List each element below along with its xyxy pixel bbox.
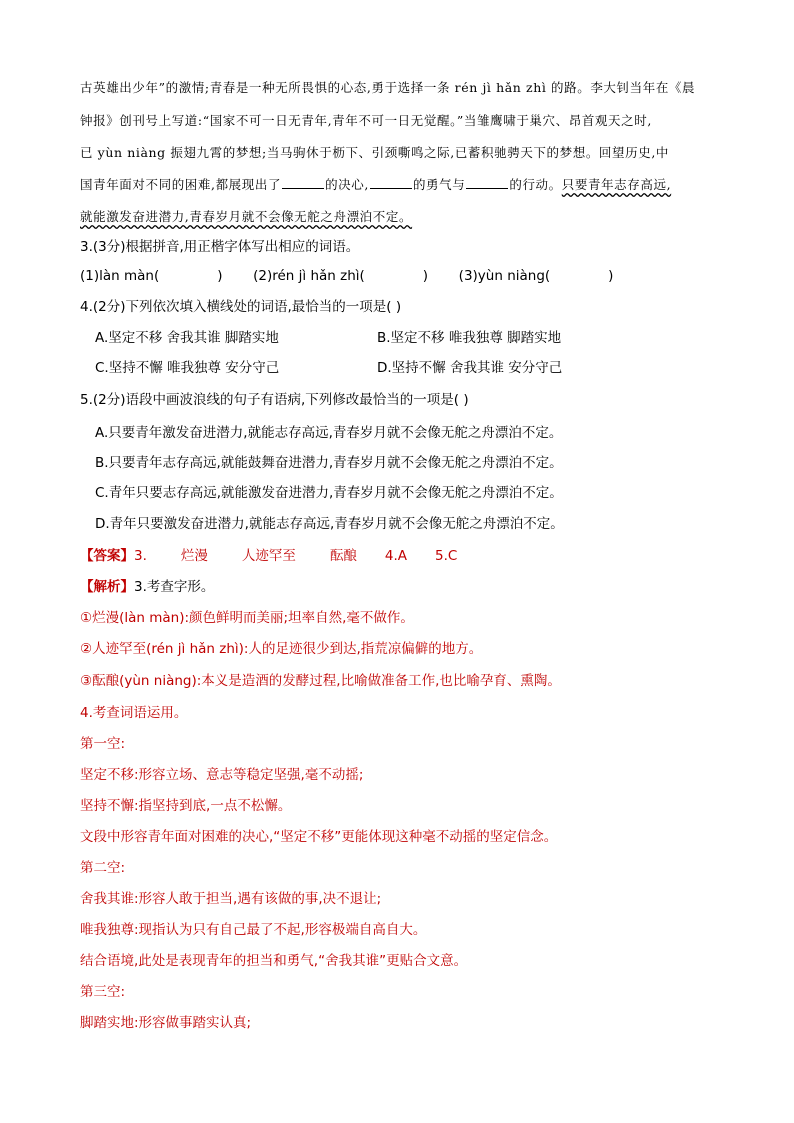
passage-text: 的决心,: [325, 177, 369, 192]
answer-item: 烂漫: [180, 548, 208, 564]
answer-item: 人迹罕至: [241, 548, 296, 564]
wavy-sentence-part-2: 就能激发奋进潜力,青春岁月就不会像无舵之舟漂泊不定。: [80, 209, 413, 224]
question-5-stem: 5.(2分)语段中画波浪线的句子有语病,下列修改最恰当的一项是( ): [80, 392, 469, 408]
passage-line-5: [80, 207, 412, 227]
q4-option-c: C.坚持不懈 唯我独尊 安分守己: [95, 360, 280, 376]
blank-2: [370, 176, 412, 189]
q3-item-2: (2)rén jì hǎn zhì(: [253, 268, 365, 284]
close-paren: ): [422, 268, 429, 284]
passage-text: 的行动。: [509, 177, 562, 192]
passage-line-3: 已 yùn niàng 振翅九霄的梦想;当马驹休于枥下、引颈嘶鸣之际,已蓄积驰骋天下的梦想。回望历史,中: [80, 145, 669, 160]
q4-option-b: B.坚定不移 唯我独尊 脚踏实地: [377, 330, 562, 346]
wavy-sentence-part-1: 只要青年志存高远,: [561, 177, 672, 192]
blank-3: [466, 176, 508, 189]
analysis-line: ②人迹罕至(rén jì hǎn zhì):人的足迹很少到达,指荒凉偏僻的地方。: [80, 641, 483, 657]
question-4-stem: 4.(2分)下列依次填入横线处的词语,最恰当的一项是( ): [80, 299, 402, 315]
analysis-line: 文段中形容青年面对困难的决心,“坚定不移”更能体现这种毫不动摇的坚定信念。: [80, 829, 558, 845]
analysis-label: 【解析】: [80, 579, 134, 595]
analysis-line: 4.考查词语运用。: [80, 705, 188, 721]
q5-option-c: C.青年只要志存高远,就能激发奋进潜力,青春岁月就不会像无舵之舟漂泊不定。: [95, 485, 563, 501]
answer-item: 4.A: [384, 548, 408, 564]
analysis-line: 唯我独尊:现指认为只有自己最了不起,形容极端自高自大。: [80, 922, 427, 938]
analysis-intro: 3.考查字形。: [134, 579, 215, 595]
analysis-line: 坚持不懈:指坚持到底,一点不松懈。: [80, 798, 292, 814]
close-paren: ): [217, 268, 223, 284]
analysis-line: 第二空:: [80, 860, 126, 876]
answer-label: 【答案】: [80, 548, 134, 564]
analysis-line: 脚踏实地:形容做事踏实认真;: [80, 1015, 252, 1031]
q4-option-a: A.坚定不移 舍我其谁 脚踏实地: [95, 330, 279, 346]
analysis-line: 第一空:: [80, 736, 126, 752]
close-paren: ): [608, 268, 614, 284]
analysis-intro-line: [80, 577, 214, 597]
passage-line-2: 钟报》创刊号上写道:“国家不可一日无青年,青年不可一日无觉醒。”当雏鹰啸于巢穴、昂首观天之时,: [80, 113, 652, 128]
analysis-line: ①烂漫(làn màn):颜色鲜明而美丽;坦率自然,毫不做作。: [80, 610, 414, 626]
answer-item: 5.C: [435, 548, 458, 564]
passage-line-1: 古英雄出少年”的激情;青春是一种无所畏惧的心态,勇于选择一条 rén jì hǎn zhì 的路。李大钊当年在《晨: [80, 80, 696, 95]
q5-option-b: B.只要青年志存高远,就能鼓舞奋进潜力,青春岁月就不会像无舵之舟漂泊不定。: [95, 455, 563, 471]
q4-options-row-1: [95, 328, 561, 348]
analysis-line: 坚定不移:形容立场、意志等稳定坚强,毫不动摇;: [80, 767, 364, 783]
answer-line: [80, 546, 457, 566]
q4-option-d: D.坚持不懈 舍我其谁 安分守己: [377, 360, 563, 376]
passage-text: 的勇气与: [412, 177, 466, 192]
passage-line-4: [80, 175, 671, 195]
q5-option-a: A.只要青年激发奋进潜力,就能志存高远,青春岁月就不会像无舵之舟漂泊不定。: [95, 425, 563, 441]
passage-text: 国青年面对不同的困难,都展现出了: [80, 177, 282, 192]
analysis-line: 第三空:: [80, 984, 126, 1000]
answer-item: 酝酿: [329, 548, 357, 564]
q5-option-d: D.青年只要激发奋进潜力,就能志存高远,青春岁月就不会像无舵之舟漂泊不定。: [95, 516, 564, 532]
question-3-stem: 3.(3分)根据拼音,用正楷字体写出相应的词语。: [80, 239, 360, 255]
answer-item: 3.: [134, 548, 147, 564]
analysis-line: 舍我其谁:形容人敢于担当,遇有该做的事,决不退让;: [80, 891, 382, 907]
q4-options-row-2: [95, 358, 562, 378]
analysis-line: ③酝酿(yùn niàng):本义是造酒的发酵过程,比喻做准备工作,也比喻孕育、熏陶。: [80, 673, 561, 689]
question-3-items: [80, 266, 613, 286]
blank-1: [282, 176, 324, 189]
q3-item-1: (1)làn màn(: [80, 268, 160, 284]
analysis-line: 结合语境,此处是表现青年的担当和勇气,“舍我其谁”更贴合文意。: [80, 953, 468, 969]
q3-item-3: (3)yùn niàng(: [458, 268, 551, 284]
